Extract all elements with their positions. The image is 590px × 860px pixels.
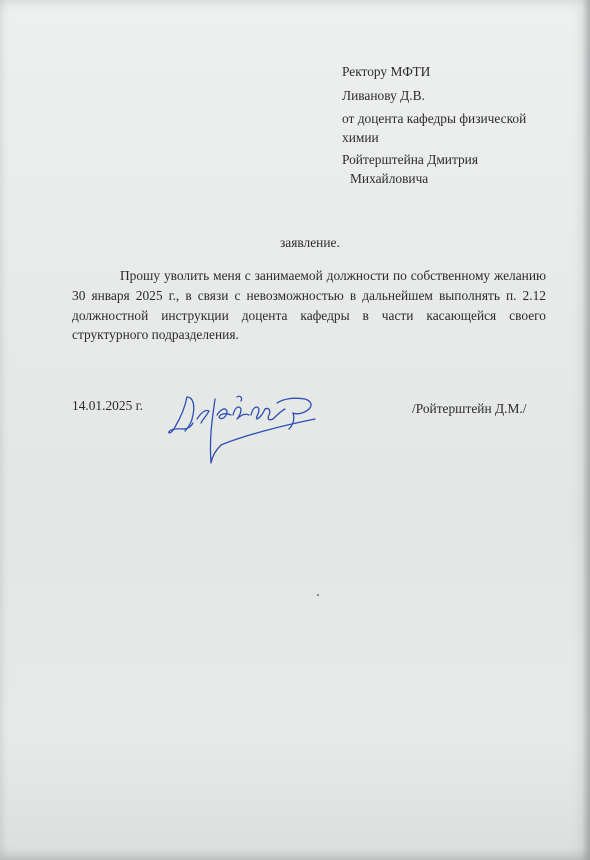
handwritten-signature xyxy=(165,385,325,465)
document-body: Прошу уволить меня с занимаемой должности по собственному желанию 30 января 2025 г., в связи с невозможностью в дальнейшем выполнять п. 2.12 должностной инструкции доцента кафедры в части касающейся своего структурного подразделения. xyxy=(72,268,546,343)
sender-name-line-1: Ройтерштейна Дмитрия xyxy=(342,152,479,167)
sender-name-line-2: Михайловича xyxy=(350,171,429,186)
document-title: заявление. xyxy=(280,235,340,250)
sender-position-line-2: химии xyxy=(342,130,379,145)
document-date: 14.01.2025 г. xyxy=(72,398,143,413)
signature-name: /Ройтерштейн Д.М./ xyxy=(412,401,527,416)
paper-speck xyxy=(317,594,319,596)
sender-position-line-1: от доцента кафедры физической xyxy=(342,111,527,126)
addressee-line-1: Ректору МФТИ xyxy=(342,64,431,79)
addressee-line-2: Ливанову Д.В. xyxy=(342,88,425,103)
